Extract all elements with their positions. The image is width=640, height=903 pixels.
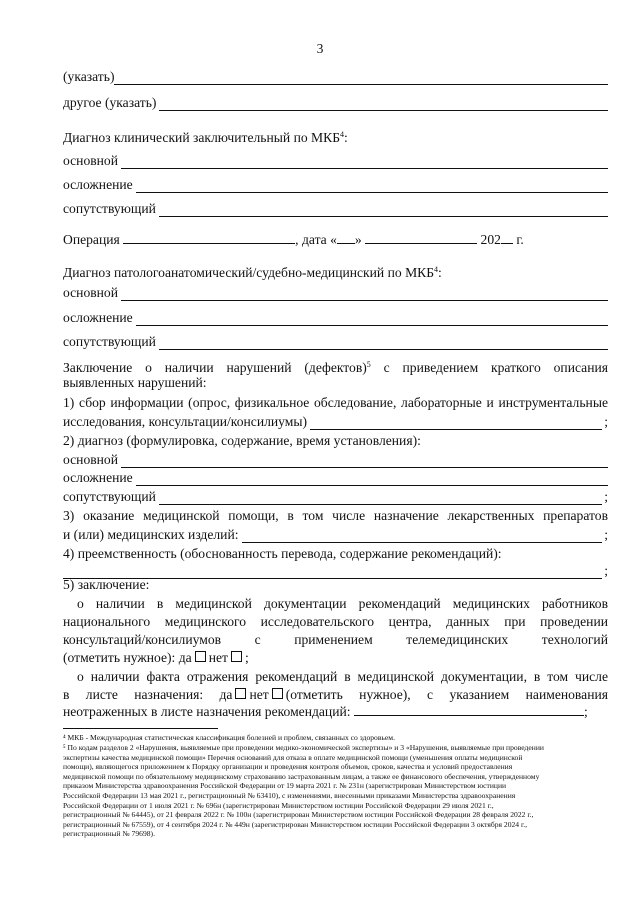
- footnote-5-line: ⁵ По кодам разделов 2 «Нарушения, выявляемые при проведении медико-экономической экспертизы» и 3 «Нарушения, выявляемые при проведении: [63, 743, 544, 752]
- patho-concomitant-line: сопутствующий: [63, 334, 608, 350]
- specify-line: (указать): [63, 69, 608, 85]
- para2-yes-checkbox[interactable]: [235, 688, 246, 699]
- item3-line-2: и (или) медицинских изделий: ;: [63, 527, 608, 542]
- page-number: 3: [316, 41, 324, 56]
- footnote-5-line: помощи), являющегося приложением к Порядку организации и проведения контроля объемов, сроков, качества и условий предоставления: [63, 762, 513, 772]
- item2-complication-field[interactable]: [136, 473, 608, 486]
- other-specify-field[interactable]: [159, 98, 608, 111]
- footnote-5: [63, 743, 613, 839]
- item3-line-1: 3) оказание медицинской помощи, в том числе назначение лекарственных препаратов: [63, 508, 608, 523]
- clinical-main-line: основной: [63, 153, 608, 169]
- para2-line-1: о наличии факта отражения рекомендаций в медицинской документации, в том числе: [77, 669, 608, 684]
- clinical-concomitant-field[interactable]: [159, 204, 608, 217]
- operation-field[interactable]: [123, 231, 295, 244]
- para1-line-3: консультаций/консилиумов с применением телемедицинских технологий: [63, 632, 608, 647]
- specify-field[interactable]: [114, 72, 608, 85]
- footnote-divider: [63, 728, 218, 729]
- conclusion-line-1: Заключение о наличии нарушений (дефектов)$^5$ с приведением краткого описания: [63, 360, 609, 375]
- patho-complication-line: осложнение: [63, 310, 608, 326]
- para1-yes-checkbox[interactable]: [195, 651, 206, 662]
- para2-field[interactable]: [354, 703, 584, 716]
- footnote-5-line: Российской Федерации 13 мая 2021 г., регистрационный № 63410), с изменениями, внесенными приказами Министерства здравоохранения: [63, 790, 516, 800]
- footnote-4: ⁴ МКБ - Международная статистическая классификация болезней и проблем, связанных со здоровьем.: [63, 733, 395, 742]
- para1-line-2: национального медицинского исследовательского центра, данных при проведении: [63, 614, 608, 629]
- clinical-main-field[interactable]: [121, 156, 608, 169]
- date-year-field[interactable]: [501, 231, 513, 244]
- para1-no-checkbox[interactable]: [231, 651, 242, 662]
- footnote-5-line: медицинской помощи по обязательному медицинскому страхованию застрахованным лицам, а также ее финансового обеспечения, утвержденному: [63, 771, 540, 781]
- patho-main-field[interactable]: [121, 288, 608, 301]
- clinical-concomitant-line: сопутствующий: [63, 201, 608, 217]
- item5-heading: 5) заключение:: [63, 577, 150, 592]
- clinical-complication-field[interactable]: [136, 180, 608, 193]
- date-day-field[interactable]: [337, 231, 355, 244]
- item4-heading: 4) преемственность (обоснованность перевода, содержание рекомендаций):: [63, 546, 502, 561]
- para2-line-2: в листе назначения: да нет (отметить нужное), с указанием наименования: [63, 687, 608, 702]
- clinical-complication-line: осложнение: [63, 177, 608, 193]
- footnote-5-line: регистрационный № 79698).: [63, 829, 155, 839]
- operation-line: Операция , дата « » 202 г.: [63, 232, 524, 247]
- patho-diagnosis-heading: Диагноз патологоанатомический/судебно-медицинский по МКБ$^4$:: [63, 265, 442, 280]
- item2-main-line: основной: [63, 452, 608, 468]
- other-specify-line: другое (указать): [63, 95, 608, 111]
- para1-line-4: (отметить нужное): да нет ;: [63, 650, 249, 665]
- conclusion-line-2: выявленных нарушений:: [63, 375, 207, 390]
- clinical-diagnosis-heading: Диагноз клинический заключительный по МКБ$^4$:: [63, 130, 348, 145]
- item4-line: ;: [63, 563, 608, 579]
- footnote-5-line: экспертизы качества медицинской помощи» Перечня оснований для отказа в оплате медицинской помощи (уменьшения оплаты медицинской: [63, 752, 523, 762]
- patho-complication-field[interactable]: [136, 313, 608, 326]
- para2-line-3: неотраженных в листе назначения рекомендаций: ;: [63, 704, 588, 719]
- para2-no-checkbox[interactable]: [272, 688, 283, 699]
- item2-complication-line: осложнение: [63, 470, 608, 486]
- item1-line-1: 1) сбор информации (опрос, физикальное обследование, лабораторные и инструментальные: [63, 395, 608, 410]
- item1-field[interactable]: [310, 417, 602, 430]
- footnote-5-line: приказом Министерства здравоохранения Российской Федерации от 19 марта 2021 г. № 231н (зарегистрирован Министерством юстиции: [63, 781, 507, 791]
- footnote-5-line: Российской Федерации от 1 июля 2021 г. № 696н (зарегистрирован Министерством юстиции Российской Федерации 29 июля 2021 г.,: [63, 800, 494, 810]
- item1-line-2: исследования, консультации/консилиумы) ;: [63, 414, 608, 429]
- patho-concomitant-field[interactable]: [159, 337, 608, 350]
- para1-line-1: о наличии в медицинской документации рекомендаций медицинских работников: [77, 596, 608, 611]
- footnote-5-line: регистрационный № 64445), от 21 февраля 2022 г. № 100н (зарегистрирован Министерством юстиции Российской Федерации 28 февраля 2022 г.,: [63, 810, 534, 820]
- item2-heading: 2) диагноз (формулировка, содержание, время установления):: [63, 433, 421, 448]
- patho-main-line: основной: [63, 285, 608, 301]
- item2-concomitant-field[interactable]: [159, 492, 602, 505]
- footnote-5-line: регистрационный № 67559), от 4 сентября 2024 г. № 449н (зарегистрирован Министерством юстиции Российской Федерации 3 октября 2024 г.,: [63, 819, 528, 829]
- date-month-field[interactable]: [365, 231, 477, 244]
- item2-main-field[interactable]: [121, 455, 608, 468]
- item2-concomitant-line: сопутствующий ;: [63, 489, 608, 504]
- item3-field[interactable]: [242, 530, 603, 543]
